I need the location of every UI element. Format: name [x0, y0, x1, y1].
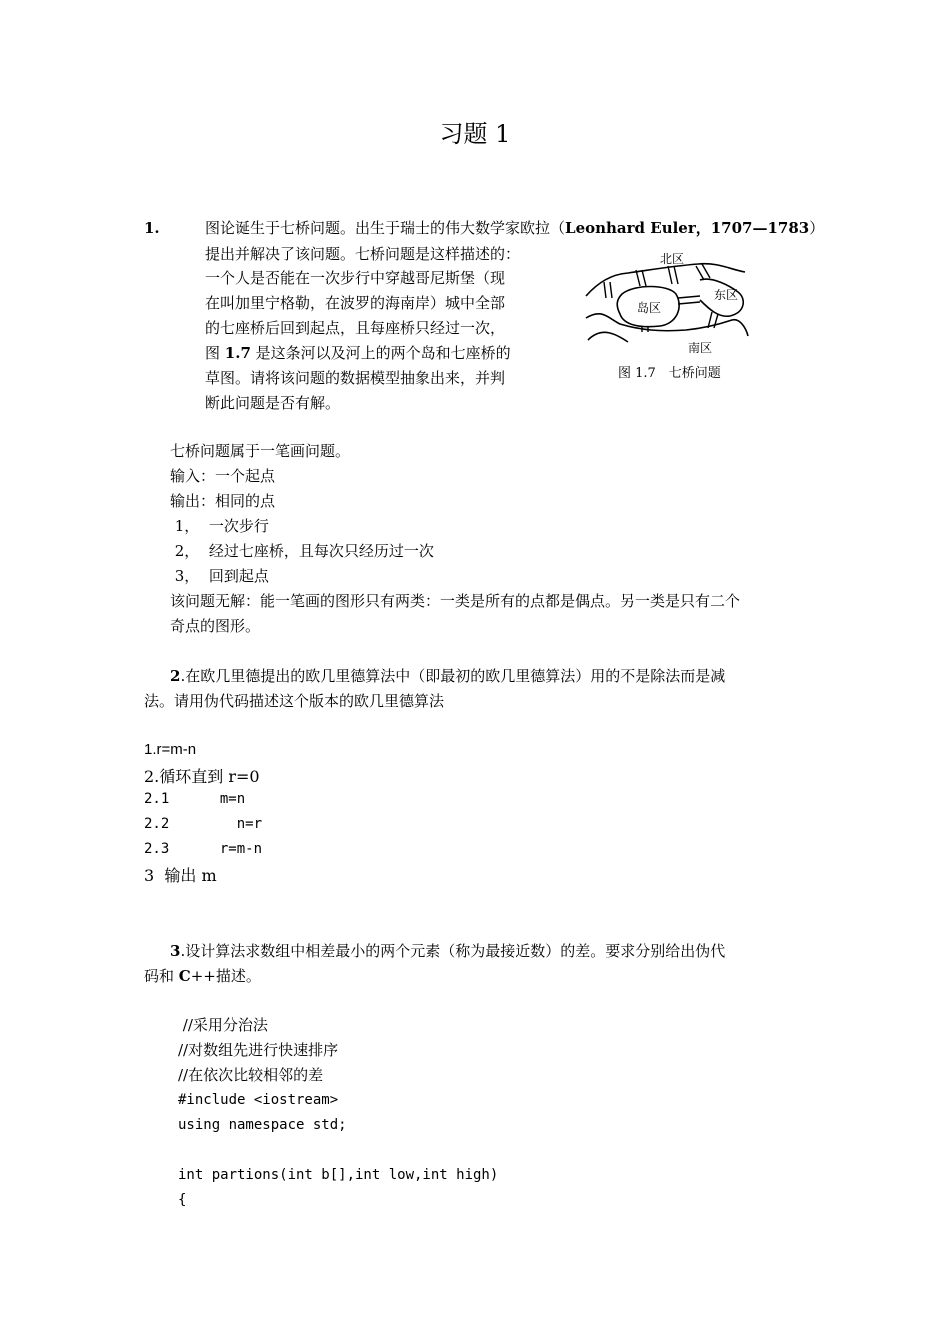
- bridge-2: [636, 270, 640, 286]
- code-3-line-5: using namespace std;: [178, 1117, 347, 1133]
- code-3-line-2: //对数组先进行快速排序: [178, 1041, 339, 1059]
- question-3-text-1: .设计算法求数组中相差最小的两个元素（称为最接近数）的差。要求分别给出伪代: [180, 942, 726, 960]
- figure-label-north: 北区: [660, 252, 685, 266]
- question-1-line-1: [205, 218, 824, 238]
- answer-2-line-1: 1.r=m-n: [144, 741, 197, 758]
- answer-1-line-7: 该问题无解：能一笔画的图形只有两类：一类是所有的点都是偶点。另一类是只有二个: [170, 592, 741, 610]
- seven-bridges-figure: [580, 246, 760, 386]
- answer-1-line-8: 奇点的图形。: [170, 617, 261, 635]
- code-3-line-8: {: [178, 1192, 187, 1208]
- page-title: 习题 1: [439, 120, 511, 148]
- question-1-line-3: 一个人是否能在一次步行中穿越哥尼斯堡（现: [205, 269, 506, 287]
- figure-label-south: 南区: [688, 341, 713, 355]
- bridge-5: [678, 296, 700, 298]
- figure-label-island: 岛区: [637, 301, 662, 315]
- question-1-figure-ref: 1.7: [224, 344, 251, 362]
- bridge-1: [604, 282, 606, 298]
- answer-1-line-4: 1， 一次步行: [170, 517, 269, 535]
- answer-2-line-2: 2.循环直到 r=0: [144, 767, 260, 786]
- question-1-line-1-text-c: ）: [809, 219, 825, 237]
- question-1-number: 1.: [144, 219, 160, 237]
- river-bank-inner: [588, 332, 628, 342]
- question-1-line-6-text-c: 是这条河以及河上的两个岛和七座桥的: [250, 344, 511, 362]
- question-3-number: 3: [170, 942, 181, 960]
- question-2-line-2: 法。请用伪代码描述这个版本的欧几里德算法: [144, 692, 445, 710]
- question-3-text-2c: ++描述。: [190, 967, 261, 985]
- question-3-line-2: [144, 966, 261, 986]
- question-1-line-1-text-a: 图论诞生于七桥问题。出生于瑞士的伟大数学家欧拉（: [205, 219, 566, 237]
- answer-1-line-5: 2， 经过七座桥，且每次只经历过一次: [170, 542, 434, 560]
- question-1-line-8: 断此问题是否有解。: [205, 394, 341, 412]
- code-3-line-4: #include <iostream>: [178, 1092, 339, 1108]
- question-1-line-6: [205, 343, 511, 363]
- answer-1-line-6: 3， 回到起点: [170, 567, 269, 585]
- question-1-line-4: 在叫加里宁格勒，在波罗的海南岸）城中全部: [205, 294, 506, 312]
- question-1-line-2: 提出并解决了该问题。七桥问题是这样描述的：: [205, 245, 521, 263]
- figure-caption: 图 1.7 七桥问题: [618, 366, 721, 381]
- answer-2-line-5: 2.3 r=m-n: [144, 841, 263, 857]
- question-2-text-1: .在欧几里德提出的欧几里德算法中（即最初的欧几里德算法）用的不是除法而是减: [180, 667, 726, 685]
- question-2-line-1: [170, 666, 725, 686]
- bridge-4: [696, 266, 704, 280]
- question-2-number: 2: [170, 667, 181, 685]
- answer-2-line-6: 3 输出 m: [144, 866, 217, 885]
- question-1-line-6-text-a: 图: [205, 344, 225, 362]
- question-3-text-2a: 码和: [144, 967, 179, 985]
- code-3-line-1: //采用分治法: [178, 1016, 268, 1034]
- question-3-line-1: [170, 941, 725, 961]
- answer-1-line-3: 输出：相同的点: [170, 492, 276, 510]
- answer-1-line-1: 七桥问题属于一笔画问题。: [170, 442, 351, 460]
- question-3-text-2b: C: [178, 967, 191, 985]
- bridge-3: [668, 266, 672, 284]
- code-3-line-3: //在依次比较相邻的差: [178, 1066, 324, 1084]
- figure-label-east: 东区: [714, 288, 739, 302]
- question-1-euler-name: Leonhard Euler，1707—1783: [565, 219, 810, 237]
- question-1-line-7: 草图。请将该问题的数据模型抽象出来，并判: [205, 369, 506, 387]
- answer-2-line-4: 2.2 n=r: [144, 816, 263, 832]
- answer-2-line-3: 2.1 m=n: [144, 791, 246, 807]
- question-1-line-5: 的七座桥后回到起点，且每座桥只经过一次，: [205, 319, 506, 337]
- answer-1-line-2: 输入：一个起点: [170, 467, 276, 485]
- code-3-line-7: int partions(int b[],int low,int high): [178, 1167, 499, 1183]
